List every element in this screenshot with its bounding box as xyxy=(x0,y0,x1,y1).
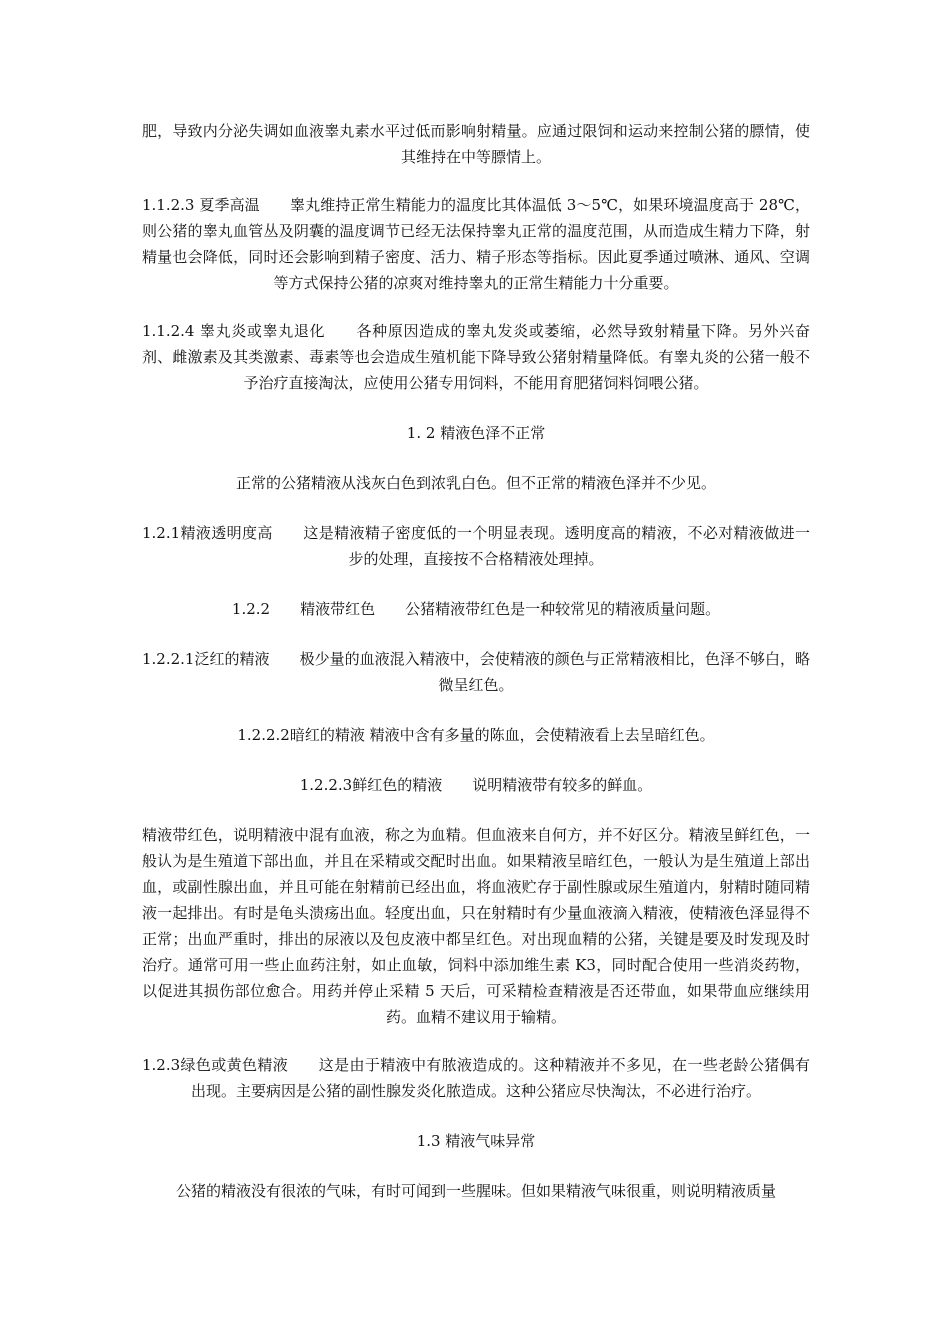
paragraph-green-yellow-semen: 1.2.3绿色或黄色精液 这是由于精液中有脓液造成的。这种精液并不多见，在一些老龄公猪偶有出现。主要病因是公猪的副性腺发炎化脓造成。这种公猪应尽快淘汰，不必进行治疗。 xyxy=(142,1056,810,1100)
paragraph-red-semen: 1.2.2 精液带红色 公猪精液带红色是一种较常见的精液质量问题。 xyxy=(231,600,721,618)
paragraph-bright-red-semen: 1.2.2.3鲜红色的精液 说明精液带有较多的鲜血。 xyxy=(299,776,653,794)
document-page xyxy=(142,118,810,1204)
section-heading-semen-color: 1. 2 精液色泽不正常 xyxy=(406,424,546,442)
section-heading-odor: 1.3 精液气味异常 xyxy=(416,1132,536,1150)
paragraph-odor: 公猪的精液没有很浓的气味，有时可闻到一些腥味。但如果精液气味很重，则说明精液质量 xyxy=(175,1182,776,1200)
paragraph-high-transparency: 1.2.1精液透明度高 这是精液精子密度低的一个明显表现。透明度高的精液，不必对精液做进一步的处理，直接按不合格精液处理掉。 xyxy=(142,524,810,568)
paragraph-summer-heat: 1.1.2.3 夏季高温 睾丸维持正常生精能力的温度比其体温低 3～5℃，如果环境温度高于 28℃，则公猪的睾丸血管丛及阴囊的温度调节已经无法保持睾丸正常的温度范围，从而造成生精力下降，射精量也会降低，同时还会影响到精子密度、活力、精子形态等指标。因此夏季通过喷淋、通风、空调等方式保持公猪的凉爽对维持睾丸的正常生精能力十分重要。 xyxy=(142,196,810,292)
paragraph-reddish-semen: 1.2.2.1泛红的精液 极少量的血液混入精液中，会使精液的颜色与正常精液相比，色泽不够白，略微呈红色。 xyxy=(142,650,810,694)
paragraph-normal-color: 正常的公猪精液从浅灰白色到浓乳白色。但不正常的精液色泽并不少见。 xyxy=(235,474,716,492)
paragraph-dark-red-semen: 1.2.2.2暗红的精液 精液中含有多量的陈血，会使精液看上去呈暗红色。 xyxy=(237,726,715,744)
paragraph-orchitis: 1.1.2.4 睾丸炎或睾丸退化 各种原因造成的睾丸发炎或萎缩，必然导致射精量下降。另外兴奋剂、雌激素及其类激素、毒素等也会造成生殖机能下降导致公猪射精量降低。有睾丸炎的公猪一般不予治疗直接淘汰，应使用公猪专用饲料，不能用育肥猪饲料饲喂公猪。 xyxy=(142,322,810,392)
paragraph-hematospermia: 精液带红色，说明精液中混有血液，称之为血精。但血液来自何方，并不好区分。精液呈鲜红色，一般认为是生殖道下部出血，并且在采精或交配时出血。如果精液呈暗红色，一般认为是生殖道上部出血，或副性腺出血，并且可能在射精前已经出血，将血液贮存于副性腺或尿生殖道内，射精时随同精液一起排出。有时是龟头溃疡出血。轻度出血，只在射精时有少量血液滴入精液，使精液色泽显得不正常；出血严重时，排出的尿液以及包皮液中都呈红色。对出现血精的公猪，关键是要及时发现及时治疗。通常可用一些止血药注射，如止血敏，饲料中添加维生素 K3，同时配合使用一些消炎药物，以促进其损伤部位愈合。用药并停止采精 5 天后，可采精检查精液是否还带血，如果带血应继续用药。血精不建议用于输精。 xyxy=(142,826,810,1026)
paragraph-body-fat: 肥，导致内分泌失调如血液睾丸素水平过低而影响射精量。应通过限饲和运动来控制公猪的膘情，使其维持在中等膘情上。 xyxy=(142,122,810,166)
